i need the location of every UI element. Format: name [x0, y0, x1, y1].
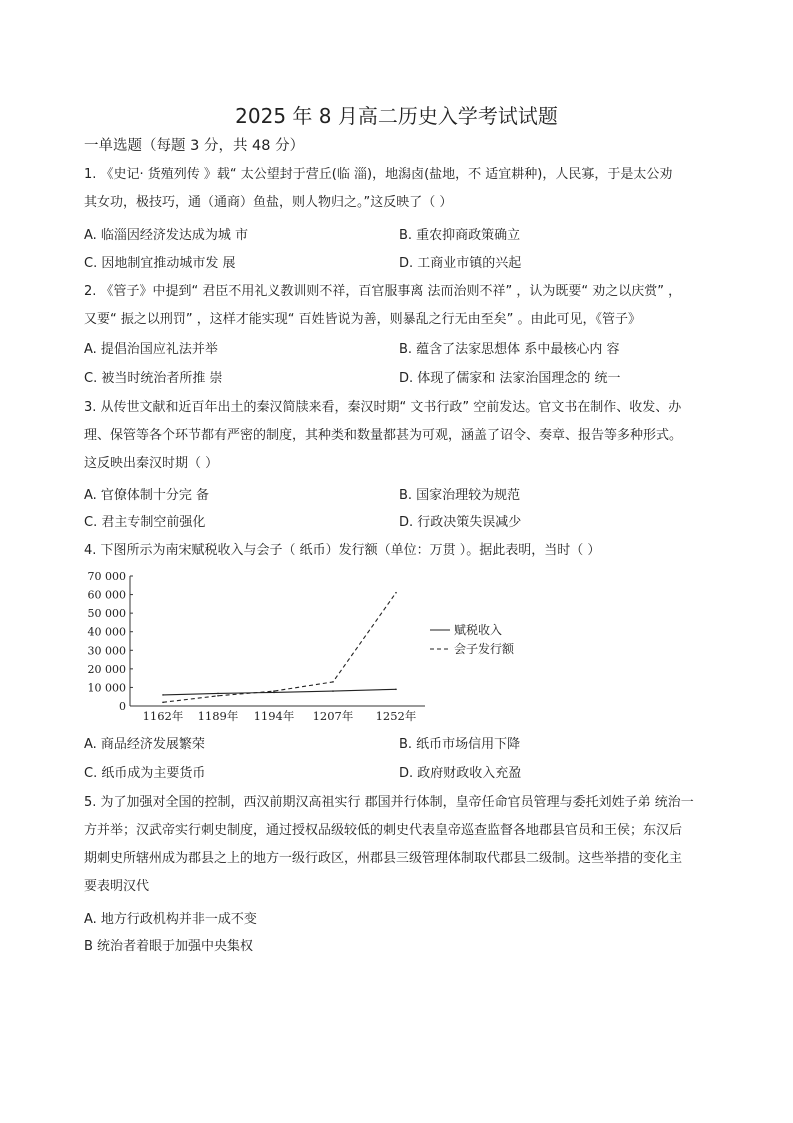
q3-stem-line-2: 理、保管等各个环节都有严密的制度，其种类和数量都甚为可观，涵盖了诏令、奏章、报告等多种形式。	[84, 428, 683, 443]
q4-option-d[interactable]: D. 政府财政收入充盈	[399, 766, 522, 781]
series-1-point	[162, 694, 164, 696]
y-tick-label: 20 000	[87, 662, 126, 676]
q2-stem-line-1: 2. 《管子》中提到“ 君臣不用礼义教训则不祥，百官服事离 法而治则不祥” ，认为既要“ 劝之以庆赏” ，	[84, 284, 682, 299]
q2-option-b[interactable]: B. 蕴含了法家思想体 系中最核心内 容	[399, 342, 620, 357]
q5-option-a[interactable]: A. 地方行政机构并非一成不变	[84, 912, 257, 927]
tax-and-huizi-chart	[80, 566, 520, 726]
q4-option-b[interactable]: B. 纸币市场信用下降	[399, 737, 521, 752]
x-tick-label: 1189年	[197, 709, 239, 723]
x-tick-label: 1207年	[312, 709, 354, 723]
q1-option-b[interactable]: B. 重农抑商政策确立	[399, 228, 521, 243]
q1-option-c[interactable]: C. 因地制宜推动城市发 展	[84, 256, 236, 271]
q4-stem-line-1: 4. 下图所示为南宋赋税收入与会子（ 纸币）发行额（单位：万贯 ）。据此表明，当时（ ）	[84, 543, 601, 558]
series-2-point	[273, 690, 275, 692]
q2-option-a[interactable]: A. 提倡治国应礼法并举	[84, 342, 218, 357]
q4-option-c[interactable]: C. 纸币成为主要货币	[84, 766, 206, 781]
q2-option-d[interactable]: D. 体现了儒家和 法家治国理念的 统一	[399, 371, 621, 386]
q5-stem-line-2: 方并举；汉武帝实行刺史制度，通过授权品级较低的刺史代表皇帝巡查监督各地郡县官员和王侯；东汉后	[84, 823, 683, 838]
legend-label-2: 会子发行额	[454, 642, 515, 656]
y-tick-label: 50 000	[87, 607, 126, 621]
q5-stem-line-4: 要表明汉代	[84, 879, 150, 894]
q5-stem-line-1: 5. 为了加强对全国的控制，西汉前期汉高祖实行 郡国并行体制，皇帝任命官员管理与委托刘姓子弟 统治一	[84, 795, 694, 810]
q3-option-c[interactable]: C. 君主专制空前强化	[84, 515, 206, 530]
q1-stem-line-1: 1. 《史记· 货殖列传 》载“ 太公望封于营丘(临 淄)，地潟卤(盐地，不 适宜耕种)，人民寡，于是太公劝	[84, 167, 673, 182]
y-tick-label: 10 000	[87, 681, 126, 695]
y-tick-label: 70 000	[87, 570, 126, 583]
series-1-point	[395, 689, 397, 691]
q2-stem-line-2: 又要“ 振之以刑罚” ，这样才能实现“ 百姓皆说为善，则暴乱之行无由至矣” 。由此可见，《管子》	[84, 312, 641, 327]
q2-option-c[interactable]: C. 被当时统治者所推 崇	[84, 371, 223, 386]
page-title: 2025 年 8 月高二历史入学考试试题	[235, 104, 558, 128]
y-tick-label: 60 000	[87, 588, 126, 602]
y-axis	[88, 570, 134, 713]
y-tick-label: 0	[119, 700, 126, 713]
x-axis	[130, 706, 425, 723]
x-tick-label: 1252年	[375, 709, 417, 723]
series-line-2	[163, 593, 396, 703]
q3-stem-line-1: 3. 从传世文献和近百年出土的秦汉简牍来看，秦汉时期“ 文书行政” 空前发达。官文书在制作、收发、办	[84, 400, 682, 415]
chart-legend	[430, 622, 515, 656]
q3-option-d[interactable]: D. 行政决策失误减少	[399, 515, 522, 530]
series-2-point	[332, 681, 334, 683]
section-heading: 一单选题（每题 3 分，共 48 分）	[84, 138, 305, 154]
q3-option-b[interactable]: B. 国家治理较为规范	[399, 488, 521, 503]
series-1-point	[332, 690, 334, 692]
q4-option-a[interactable]: A. 商品经济发展繁荣	[84, 737, 205, 752]
q1-stem-line-2: 其女功，极技巧，通（通商）鱼盐，则人物归之。”这反映了（ ）	[84, 195, 453, 210]
q3-stem-line-3: 这反映出秦汉时期（ ）	[84, 456, 219, 471]
y-tick-label: 40 000	[87, 625, 126, 639]
q1-option-a[interactable]: A. 临淄因经济发达成为城 市	[84, 228, 249, 243]
series-2-point	[217, 695, 219, 697]
q5-stem-line-3: 期刺史所辖州成为郡县之上的地方一级行政区，州郡县三级管理体制取代郡县二级制。这些举措的变化主	[84, 851, 683, 866]
series-line-1	[163, 689, 396, 695]
series-1-point	[217, 693, 219, 695]
y-tick-label: 30 000	[87, 644, 126, 658]
series-2-point	[395, 592, 397, 594]
q3-option-a[interactable]: A. 官僚体制十分完 备	[84, 488, 210, 503]
series-2-point	[162, 702, 164, 704]
x-tick-label: 1194年	[253, 709, 295, 723]
q5-option-b[interactable]: B 统治者着眼于加强中央集权	[84, 939, 254, 954]
x-tick-label: 1162年	[142, 709, 184, 723]
legend-label-1: 赋税收入	[454, 623, 503, 637]
q1-option-d[interactable]: D. 工商业市镇的兴起	[399, 256, 522, 271]
chart-series	[162, 592, 397, 703]
